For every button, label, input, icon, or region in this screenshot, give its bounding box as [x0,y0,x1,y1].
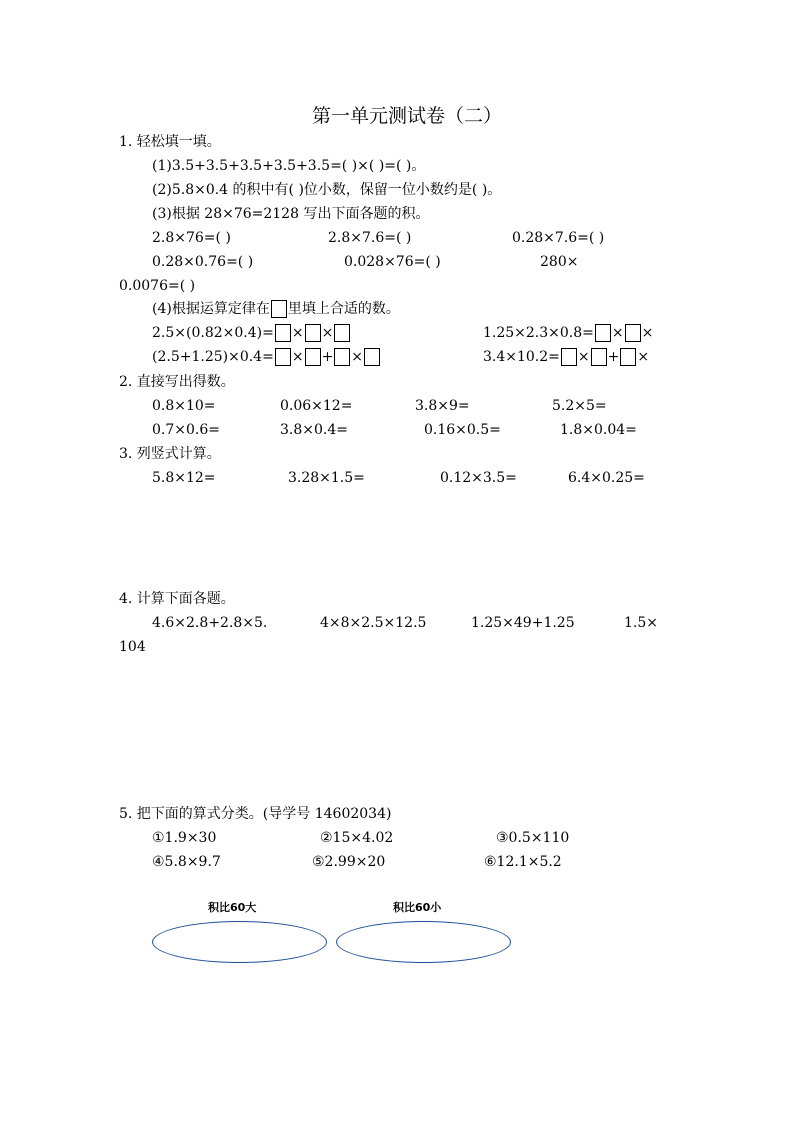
q2-r1-a: 0.8×10= [152,398,216,414]
answer-box[interactable] [305,348,321,366]
q5-heading: 5. 把下面的算式分类。(导学号 14602034) [119,806,392,822]
q1-item2: (2)5.8×0.4 的积中有( )位小数，保留一位小数约是( )。 [152,182,502,198]
q3-heading: 3. 列竖式计算。 [119,446,221,462]
q5-r2-a: ④5.8×9.7 [152,854,221,870]
answer-box[interactable] [334,324,350,342]
answer-box[interactable] [591,348,607,366]
q1-eq2-right [483,348,649,366]
q2-r1-c: 3.8×9= [415,398,470,414]
q3-c: 0.12×3.5= [440,470,517,486]
q2-r2-d: 1.8×0.04= [560,422,637,438]
q2-heading: 2. 直接写出得数。 [119,374,235,390]
answer-box[interactable] [595,324,611,342]
q4-b: 4×8×2.5×12.5 [320,615,427,631]
q1-item1: (1)3.5+3.5+3.5+3.5+3.5=( )×( )=( )。 [152,158,426,174]
q1-item4-post: 里填上合适的数。 [287,301,400,317]
oval-greater-than-60[interactable] [152,921,327,963]
times-sign: × [351,349,364,365]
q3-d: 6.4×0.25= [568,470,645,486]
answer-box[interactable] [334,348,350,366]
q2-r2-b: 3.8×0.4= [280,422,348,438]
q4-heading: 4. 计算下面各题。 [119,591,235,607]
q4-a: 4.6×2.8+2.8×5. [152,615,268,631]
times-sign: × [321,325,334,341]
times-sign: × [291,325,304,341]
q5-r2-c: ⑥12.1×5.2 [484,854,562,870]
q1-item4-pre: (4)根据运算定律在 [152,301,270,317]
answer-box[interactable] [275,324,291,342]
q2-r2-a: 0.7×0.6= [152,422,220,438]
q1-row2-a: 0.28×0.76=( ) [152,254,254,270]
eq-text: (2.5+1.25)×0.4= [152,349,274,365]
q1-row1-b: 2.8×7.6=( ) [328,230,412,246]
oval-less-than-60[interactable] [336,921,511,963]
eq-text: 1.25×2.3×0.8= [483,325,594,341]
q1-eq1-left [152,324,351,342]
times-sign: × [637,349,650,365]
q1-item3: (3)根据 28×76=2128 写出下面各题的积。 [152,206,430,222]
answer-box[interactable] [561,348,577,366]
q1-row1-a: 2.8×76=( ) [152,230,231,246]
q1-eq2-left [152,348,381,366]
q4-c: 1.25×49+1.25 [471,615,575,631]
plus-sign: + [321,349,334,365]
q5-r1-a: ①1.9×30 [152,830,217,846]
times-sign: × [641,325,654,341]
q1-row2-c: 280× [540,254,579,270]
oval-right-label: 积比60小 [393,901,442,914]
answer-box[interactable] [271,300,287,318]
q3-b: 3.28×1.5= [288,470,365,486]
q1-eq1-right [483,324,653,342]
q2-r1-d: 5.2×5= [552,398,607,414]
q4-wrap: 104 [119,639,146,655]
answer-box[interactable] [305,324,321,342]
answer-box[interactable] [620,348,636,366]
times-sign: × [611,325,624,341]
q2-r1-b: 0.06×12= [280,398,353,414]
q5-r1-c: ③0.5×110 [496,830,570,846]
page-title: 第一单元测试卷（二） [312,105,503,127]
q1-heading: 1. 轻松填一填。 [119,134,221,150]
q3-a: 5.8×12= [152,470,216,486]
q5-r1-b: ②15×4.02 [320,830,394,846]
q1-item4 [152,300,400,318]
oval-left-label: 积比60大 [208,901,257,914]
q1-row1-c: 0.28×7.6=( ) [512,230,605,246]
times-sign: × [291,349,304,365]
times-sign: × [577,349,590,365]
eq-text: 2.5×(0.82×0.4)= [152,325,274,341]
q4-d: 1.5× [624,615,658,631]
q5-r2-b: ⑤2.99×20 [312,854,386,870]
eq-text: 3.4×10.2= [483,349,560,365]
plus-sign: + [607,349,620,365]
q2-r2-c: 0.16×0.5= [424,422,501,438]
answer-box[interactable] [625,324,641,342]
answer-box[interactable] [275,348,291,366]
q1-row2-wrap: 0.0076=( ) [119,278,196,294]
q1-row2-b: 0.028×76=( ) [344,254,441,270]
answer-box[interactable] [364,348,380,366]
